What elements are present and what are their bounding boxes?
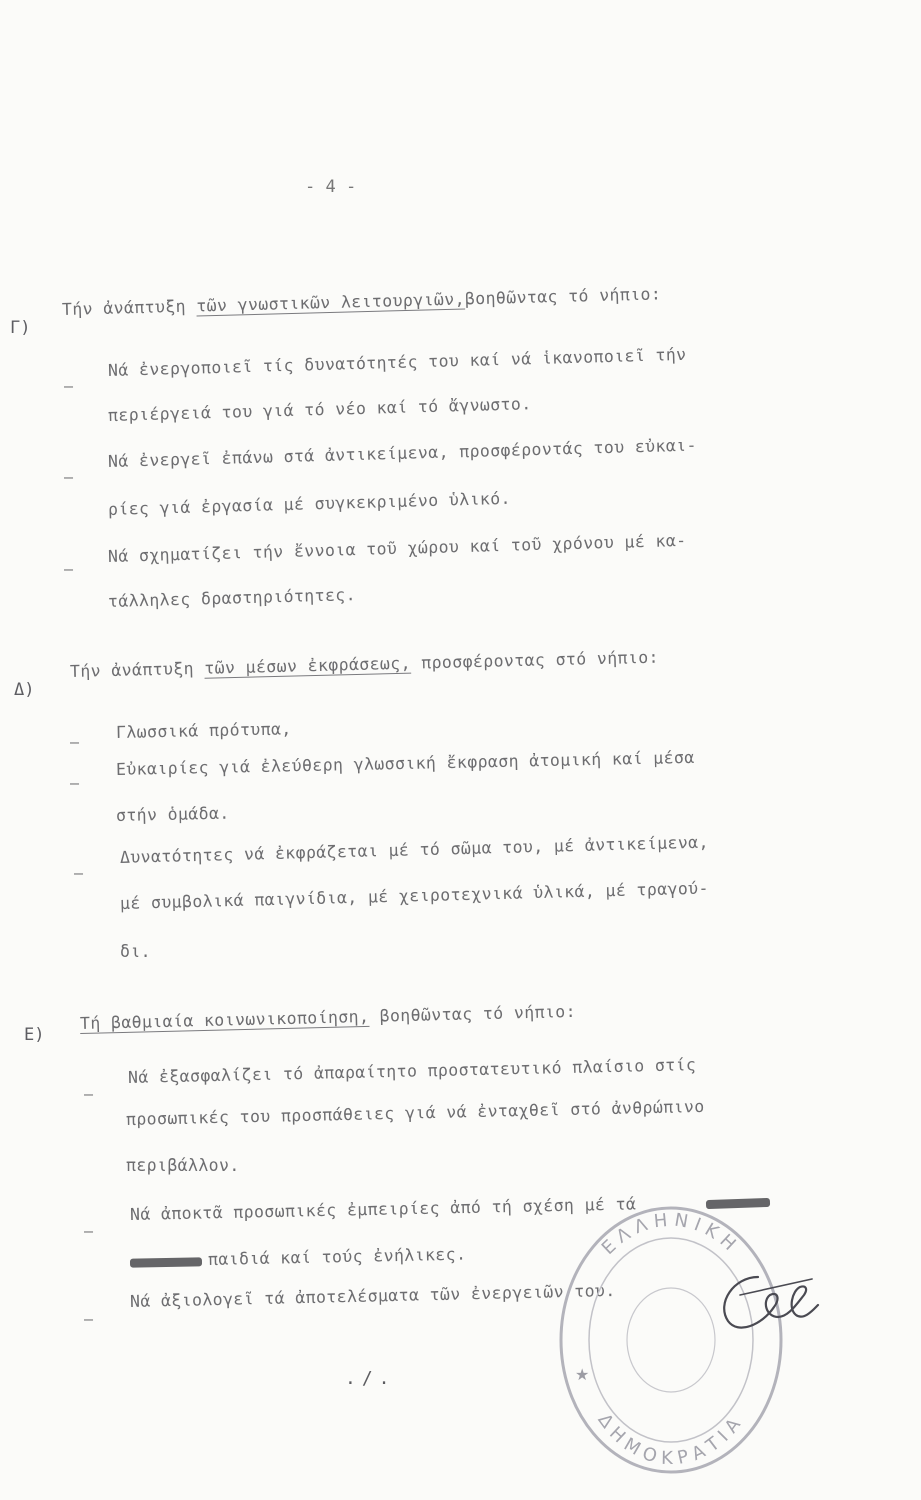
bullet-dash: – [70,733,80,751]
svg-text:ΕΛΛΗΝΙΚΗ [598,1209,744,1259]
section-marker-e: Ε) [24,1025,45,1045]
bullet-dash: – [64,377,74,395]
stamp-star-icon: ★ [575,1365,590,1384]
section-marker-g: Γ) [10,318,31,338]
stamp-bottom-text: ΔΗΜΟΚΡΑΤΙΑ [593,1409,749,1470]
list-item-line: περιέργειά του γιά τό νέο καί τό ἄγνωστο. [107,394,532,425]
list-item-line: Δυνατότητες νά ἐκφράζεται μέ τό σῶμα του, μέ ἀντικείμενα, [119,832,710,867]
svg-text:ΔΗΜΟΚΡΑΤΙΑ [594,1410,749,1469]
bullet-dash: – [84,1222,94,1240]
bullet-dash: – [74,864,84,882]
bullet-dash: – [84,1310,94,1328]
bullet-dash: – [64,560,74,578]
list-item-line: Νά ἐνεργοποιεῖ τίς δυνατότητές του καί νά ἱκανοποιεῖ τήν [107,344,687,380]
signature [700,1255,820,1350]
list-item-line: ρίες γιά ἐργασία μέ συγκεκριμένο ὑλικό. [107,488,512,519]
list-item-line: Εὐκαιρίες γιά ἐλεύθερη γλωσσική ἔκφραση ἀτομική καί μέσα [115,747,695,779]
list-item-line: μέ συμβολικά παιγνίδια, μέ χειροτεχνικά ὑλικά, μέ τραγού- [119,878,710,913]
bullet-dash: – [70,774,80,792]
list-item-line: Νά σχηματίζει τήν ἔννοια τοῦ χώρου καί τοῦ χρόνου μέ κα- [107,530,687,566]
list-item-line: προσωπικές του προσπάθειες γιά νά ἐνταχθεῖ στό ἀνθρώπινο [125,1096,705,1129]
list-item-line: Νά ἐνεργεῖ ἐπάνω στά ἀντικείμενα, προσφέροντάς του εὐκαι- [107,435,698,471]
section-heading-g: Τήν ἀνάπτυξη τῶν γνωστικῶν λειτουργιῶν,βοηθῶντας τό νήπιο: [61,284,662,319]
list-item-line: παιδιά καί τούς ἐνήλικες. [207,1244,467,1269]
continuation-mark: ./. [345,1368,396,1389]
list-item-line: Νά ἀξιολογεῖ τά ἀποτελέσματα τῶν ἐνεργειῶν του. [129,1280,616,1311]
section-marker-d: Δ) [14,680,35,700]
section-heading-d: Τήν ἀνάπτυξη τῶν μέσων ἐκφράσεως, προσφέροντας στό νήπιο: [69,647,660,681]
list-item-line: στήν ὁμάδα. [115,803,230,825]
list-item-line: Νά ἀποκτᾶ προσωπικές ἐμπειρίες ἀπό τή σχέση μέ τά [129,1194,637,1224]
list-item-line: Νά ἐξασφαλίζει τό ἀπαραίτητο προστατευτικό πλαίσιο στίς [127,1055,697,1087]
list-item-line: περιβάλλον. [126,1156,240,1175]
page-number: - 4 - [305,177,357,197]
list-item-line: δι. [120,942,152,961]
redaction-mark [130,1257,202,1267]
section-heading-e: Τή βαθμιαία κοινωνικοποίηση, βοηθῶντας τό νήπιο: [79,1001,577,1033]
stamp-top-text: ΕΛΛΗΝΙΚΗ [597,1209,745,1260]
bullet-dash: – [64,468,74,486]
list-item-line: Γλωσσικά πρότυπα, [115,719,292,742]
list-item-line: τάλληλες δραστηριότητες. [107,585,357,611]
bullet-dash: – [84,1085,94,1103]
